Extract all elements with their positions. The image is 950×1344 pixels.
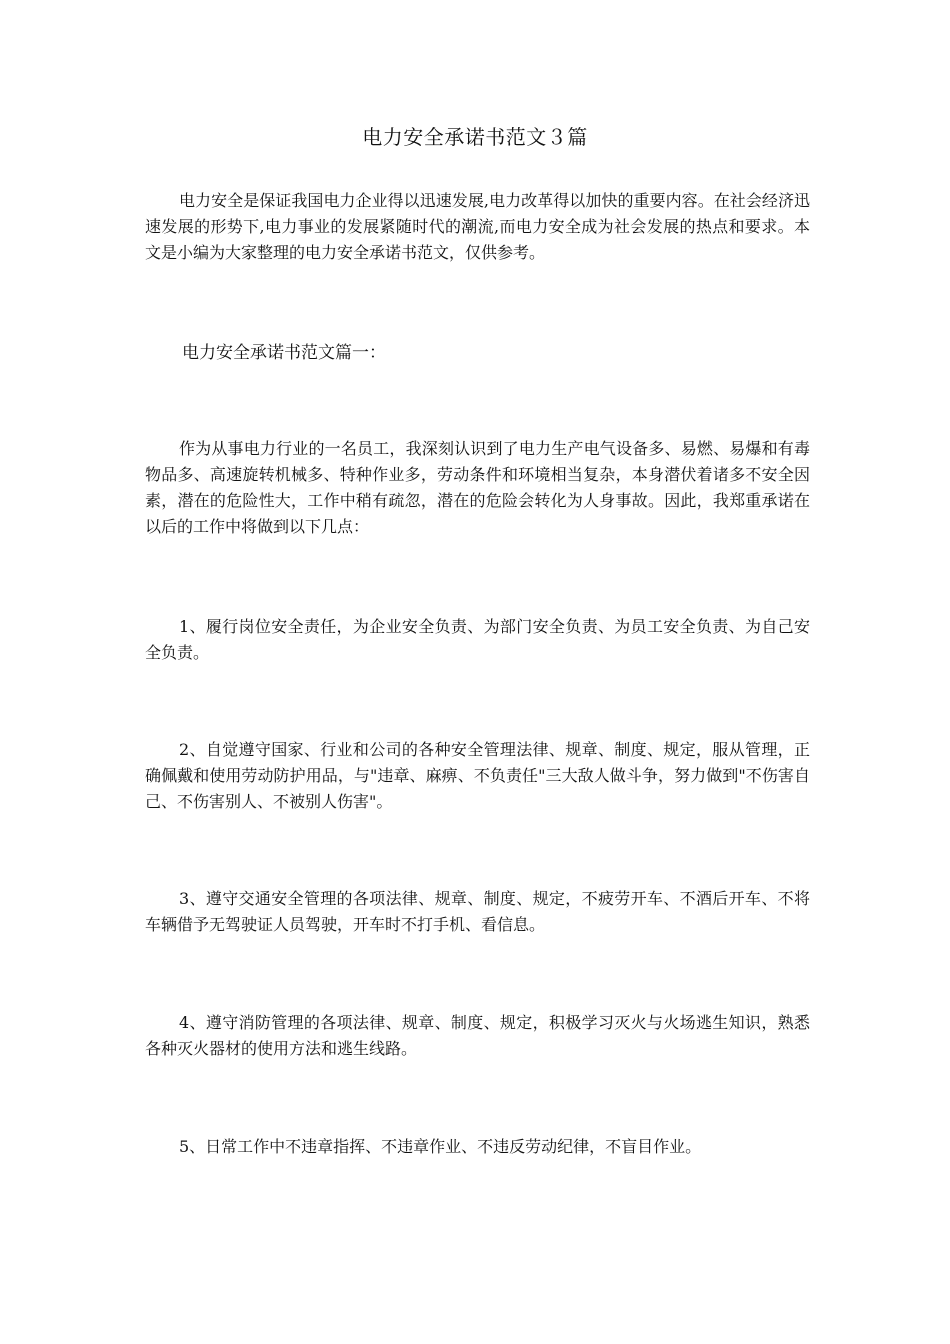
commitment-item-4: 4、遵守消防管理的各项法律、规章、制度、规定，积极学习灭火与火场逃生知识，熟悉各种灭火器材的使用方法和逃生线路。 <box>145 1013 810 1058</box>
body-paragraph-1: 作为从事电力行业的一名员工，我深刻认识到了电力生产电气设备多、易燃、易爆和有毒物品多、高速旋转机械多、特种作业多，劳动条件和环境相当复杂，本身潜伏着诸多不安全因素，潜在的危险性大，工作中稍有疏忽，潜在的危险会转化为人身事故。因此，我郑重承诺在以后的工作中将做到以下几点： <box>145 439 810 536</box>
intro-paragraph: 电力安全是保证我国电力企业得以迅速发展,电力改革得以加快的重要内容。在社会经济迅速发展的形势下,电力事业的发展紧随时代的潮流,而电力安全成为社会发展的热点和要求。本文是小编为大家整理的电力安全承诺书范文，仅供参考。 <box>145 191 810 262</box>
document-title: 电力安全承诺书范文３篇 <box>362 125 588 149</box>
commitment-item-2: 2、自觉遵守国家、行业和公司的各种安全管理法律、规章、制度、规定，服从管理，正确佩戴和使用劳动防护用品，与"违章、麻痹、不负责任"三大敌人做斗争，努力做到"不伤害自己、不伤害别人、不被别人伤害"。 <box>145 740 810 811</box>
commitment-item-3: 3、遵守交通安全管理的各项法律、规章、制度、规定，不疲劳开车、不酒后开车、不将车辆借予无驾驶证人员驾驶，开车时不打手机、看信息。 <box>145 889 810 934</box>
commitment-item-5: 5、日常工作中不违章指挥、不违章作业、不违反劳动纪律，不盲目作业。 <box>179 1137 702 1156</box>
section-heading: 电力安全承诺书范文篇一： <box>182 343 386 363</box>
commitment-item-1: 1、履行岗位安全责任，为企业安全负责、为部门安全负责、为员工安全负责、为自己安全负责。 <box>145 617 810 662</box>
